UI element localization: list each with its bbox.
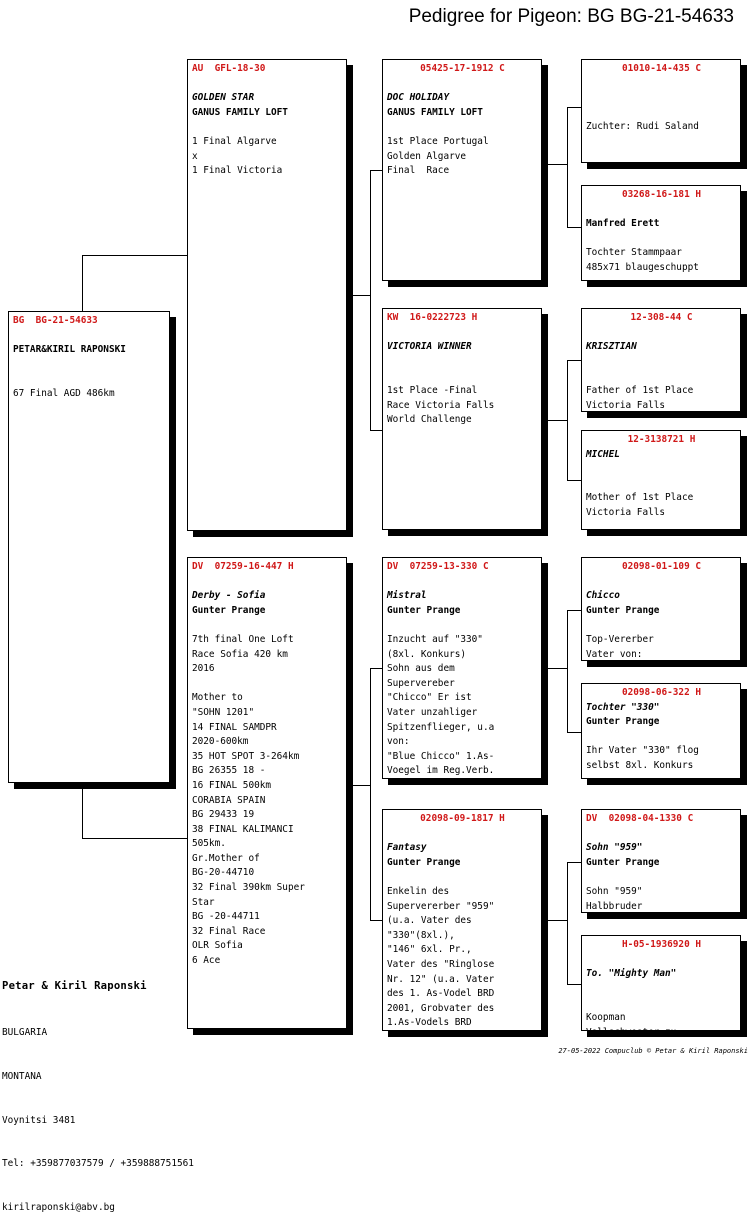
connector-line xyxy=(370,170,382,171)
connector-line xyxy=(567,360,581,361)
breeder-phone: Tel: +359877037579 / +359888751561 xyxy=(2,1158,194,1170)
connector-line xyxy=(567,984,581,985)
pigeon-notes: Zuchter: Rudi Saland xyxy=(586,121,699,133)
pigeon-notes: 67 Final AGD 486km xyxy=(13,387,115,399)
pigeon-card-dam-dam xyxy=(382,809,542,1031)
breeder-name: Petar & Kiril Raponski xyxy=(2,980,147,993)
pigeon-card-dd-sire xyxy=(581,809,741,913)
connector-line xyxy=(82,838,187,839)
owner-name: PETAR&KIRIL RAPONSKI xyxy=(13,344,126,356)
connector-line xyxy=(346,295,370,296)
footer-credit: 27-05-2022 Compuclub © Petar & Kiril Raponski xyxy=(558,1047,748,1055)
owner-name: Gunter Prange xyxy=(387,856,461,868)
ring-number: DV 07259-13-330 C xyxy=(387,561,489,572)
breeder-region: MONTANA xyxy=(2,1070,42,1082)
pigeon-notes: Sohn "959" Halbbruder xyxy=(586,885,643,912)
pigeon-name: Tochter "330" xyxy=(586,701,660,713)
connector-line xyxy=(567,862,568,984)
ring-number: AU GFL-18-30 xyxy=(192,63,266,74)
pigeon-card-ss-dam xyxy=(581,185,741,281)
pigeon-notes: Koopman Vollschwester zu: xyxy=(586,1011,682,1038)
pigeon-name: Sohn "959" xyxy=(586,842,643,854)
pigeon-notes: 1st Place Portugal Golden Algarve Final Race xyxy=(387,135,489,177)
owner-name: GANUS FAMILY LOFT xyxy=(387,106,483,118)
page-title: Pedigree for Pigeon: BG BG-21-54633 xyxy=(408,6,734,27)
pigeon-notes: Tochter Stammpaar 485x71 blaugeschuppt xyxy=(586,247,699,273)
pigeon-notes: 7th final One Loft Race Sofia 420 km 2016 Mother to "SOHN 1201" 14 FINAL SAMDPR 2020-600km 35 HOT SPOT 3-264km BG 26355 18 - 16 FINAL 500km CORABIA SPAIN BG 29433 19 38 FINAL KALIMANCI 505km. Gr.Mother of BG-20-44710 32 Final 390km Super Star BG -20-44711 32 Final Race OLR Sofia 6 Ace xyxy=(192,633,305,967)
pigeon-card-ds-dam xyxy=(581,683,741,779)
pigeon-card-subject xyxy=(8,311,170,783)
ring-number: BG BG-21-54633 xyxy=(13,315,98,326)
ring-number: 12-3138721 H xyxy=(627,434,696,445)
pigeon-card-ds-sire xyxy=(581,557,741,661)
owner-name: Gunter Prange xyxy=(387,604,461,616)
connector-line xyxy=(370,430,382,431)
owner-name: Gunter Prange xyxy=(586,716,660,728)
owner-name: GANUS FAMILY LOFT xyxy=(192,106,288,118)
ring-number: 03268-16-181 H xyxy=(621,189,702,200)
connector-line xyxy=(541,420,567,421)
pigeon-card-sire-dam xyxy=(382,308,542,530)
connector-line xyxy=(567,107,568,227)
ring-number: 02098-09-1817 H xyxy=(420,813,505,824)
connector-line xyxy=(567,107,581,108)
pigeon-name: KRISZTIAN xyxy=(586,341,637,353)
connector-line xyxy=(567,360,568,480)
pigeon-name: Fantasy xyxy=(387,842,427,854)
connector-line xyxy=(346,785,370,786)
pigeon-notes: Father of 1st Place Victoria Falls xyxy=(586,384,694,411)
ring-number: 02098-01-109 C xyxy=(621,561,702,572)
pigeon-card-sd-dam xyxy=(581,430,741,530)
pigeon-name: MICHEL xyxy=(586,448,620,460)
connector-line xyxy=(370,668,371,920)
pigeon-card-dam-sire xyxy=(382,557,542,779)
connector-line xyxy=(82,255,187,256)
owner-name: Manfred Erett xyxy=(586,218,660,230)
pigeon-card-dd-dam xyxy=(581,935,741,1038)
pigeon-notes: Mother of 1st Place Victoria Falls xyxy=(586,492,694,518)
pigeon-notes: Top-Vererber Vater von: xyxy=(586,633,654,660)
pigeon-card-dam xyxy=(187,557,347,1029)
pigeon-name: Chicco xyxy=(586,590,620,602)
pigeon-notes: Enkelin des Supervererber "959" (u.a. Vater des "330"(8xl.), "146" 6xl. Pr., Vater des "Ringlose Nr. 12" (u.a. Vater des 1. As-Vodel BRD 2001, Grobvater des 1.As-Vodels BRD xyxy=(387,885,495,1029)
pigeon-card-sire-sire xyxy=(382,59,542,281)
breeder-email: kirilraponski@abv.bg xyxy=(2,1202,115,1214)
ring-number: H-05-1936920 H xyxy=(621,939,702,950)
connector-line xyxy=(541,920,567,921)
pigeon-name: DOC HOLIDAY xyxy=(387,92,450,104)
pigeon-card-ss-sire xyxy=(581,59,741,163)
pigeon-notes: Ihr Vater "330" flog selbst 8xl. Konkurs xyxy=(586,745,699,771)
owner-name: Gunter Prange xyxy=(586,604,660,616)
ring-number: DV 07259-16-447 H xyxy=(192,561,294,572)
pigeon-name: Derby - Sofia xyxy=(192,590,266,602)
connector-line xyxy=(82,782,83,838)
connector-line xyxy=(567,732,581,733)
ring-number: DV 02098-04-1330 C xyxy=(586,813,694,824)
connector-line xyxy=(370,920,382,921)
pigeon-notes: 1st Place -Final Race Victoria Falls World Challenge xyxy=(387,384,495,426)
connector-line xyxy=(567,862,581,863)
connector-line xyxy=(370,668,382,669)
ring-number: 05425-17-1912 C xyxy=(420,63,505,74)
connector-line xyxy=(541,164,567,165)
pigeon-name: VICTORIA WINNER xyxy=(387,341,472,353)
breeder-city: Voynitsi 3481 xyxy=(2,1114,76,1126)
ring-number: 12-308-44 C xyxy=(630,312,693,323)
pigeon-name: To. "Mighty Man" xyxy=(586,968,677,980)
pigeon-card-sire xyxy=(187,59,347,531)
ring-number: KW 16-0222723 H xyxy=(387,312,478,323)
pigeon-name: Mistral xyxy=(387,590,427,602)
connector-line xyxy=(567,610,581,611)
connector-line xyxy=(567,227,581,228)
owner-name: Gunter Prange xyxy=(586,856,660,868)
breeder-contact xyxy=(2,950,194,1230)
connector-line xyxy=(567,480,581,481)
connector-line xyxy=(567,610,568,732)
ring-number: 02098-06-322 H xyxy=(621,687,702,698)
pigeon-card-sd-sire xyxy=(581,308,741,412)
connector-line xyxy=(82,255,83,311)
owner-name: Gunter Prange xyxy=(192,604,266,616)
breeder-country: BULGARIA xyxy=(2,1026,48,1038)
ring-number: 01010-14-435 C xyxy=(621,63,702,74)
pigeon-notes: Inzucht auf "330" (8xl. Konkurs) Sohn aus dem Supervereber "Chicco" Er ist Vater unzahliger Spitzenflieger, u.a von: "Blue Chicco" 1.As- Voegel im Reg.Verb. xyxy=(387,633,495,777)
connector-line xyxy=(370,170,371,430)
pigeon-notes: 1 Final Algarve x 1 Final Victoria xyxy=(192,135,283,177)
connector-line xyxy=(541,668,567,669)
pigeon-name: GOLDEN STAR xyxy=(192,92,255,104)
